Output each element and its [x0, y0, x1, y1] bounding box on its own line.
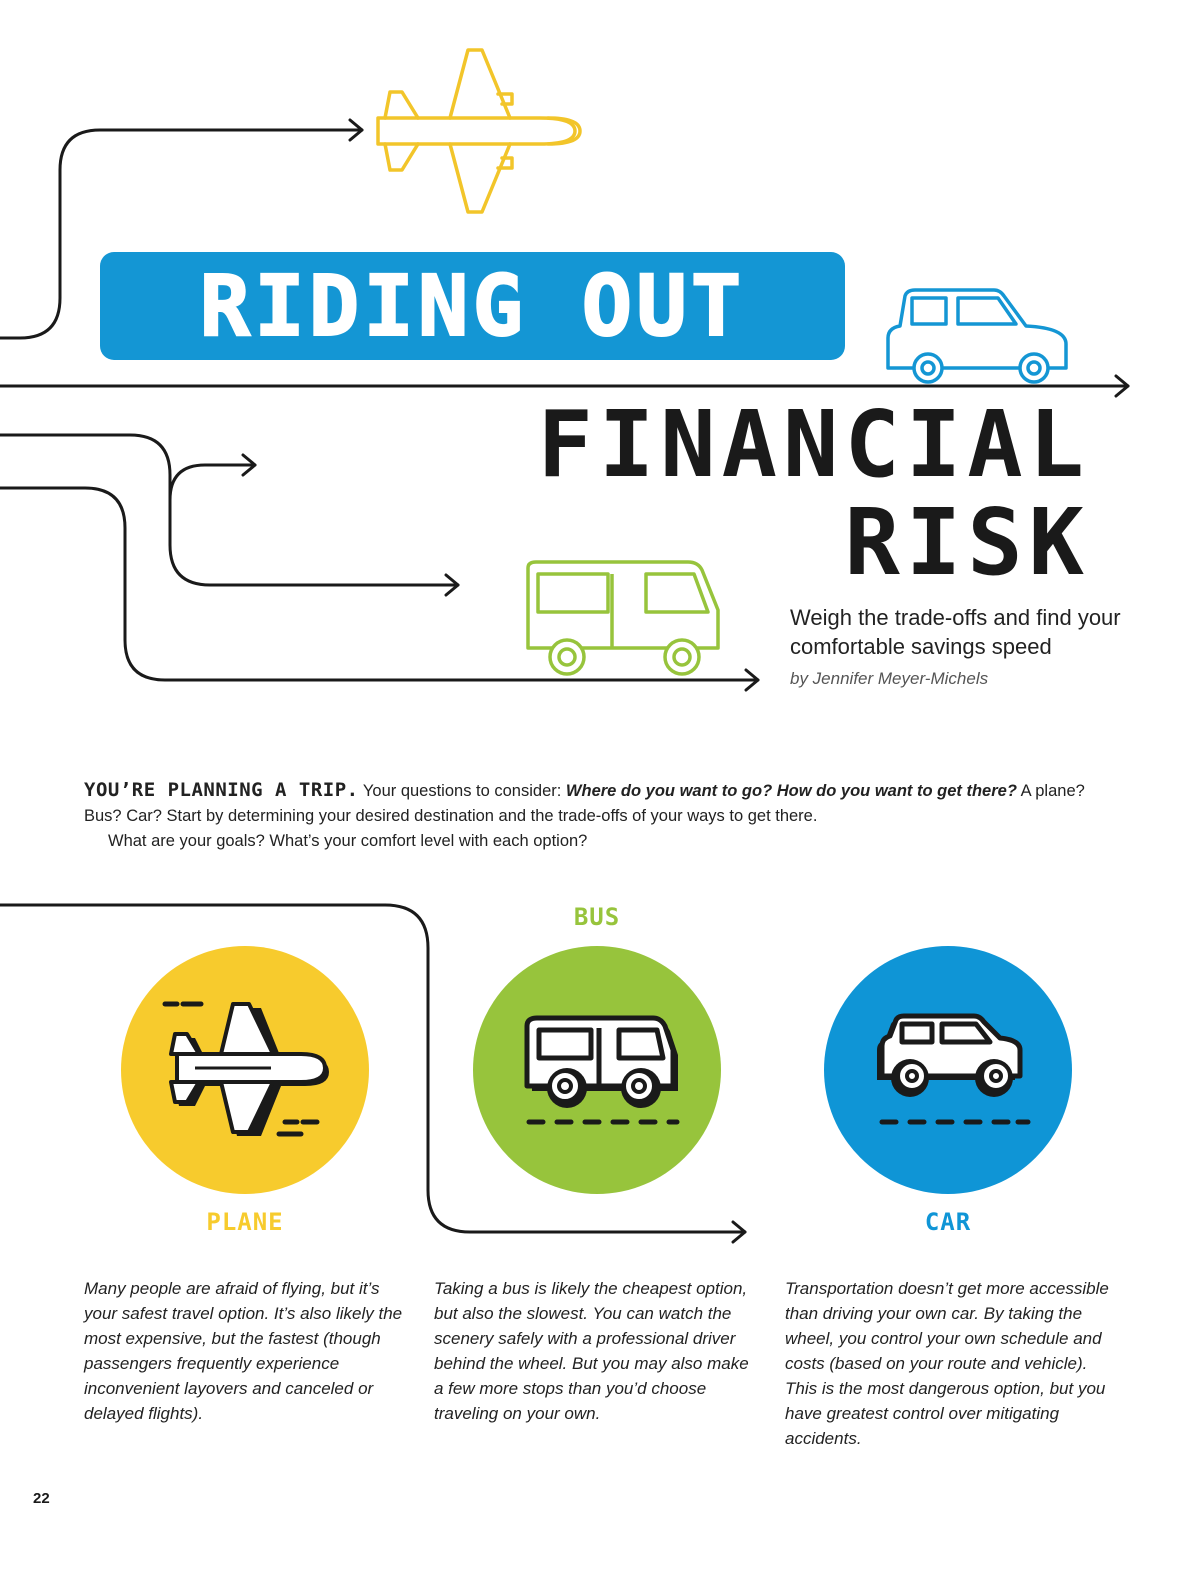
bus-label: BUS [573, 903, 621, 931]
title-line-1: RIDING OUT [199, 257, 746, 355]
intro-paragraph [84, 778, 1124, 854]
plane-outline-icon [378, 50, 580, 212]
intro-lead: YOU’RE PLANNING A TRIP. [84, 779, 359, 801]
page-number: 22 [33, 1490, 50, 1507]
car-icon [824, 946, 1072, 1194]
bus-description: Taking a bus is likely the cheapest option, but also the slowest. You can watch the scenery safely with a professional driver behind the wheel. But you may also make a few more stops than you’d choose traveling on your own. [434, 1279, 749, 1423]
intro-text-3: What are your goals? What’s your comfort level with each option? [108, 832, 588, 850]
plane-description: Many people are afraid of flying, but it’s your safest travel option. It’s also likely the most expensive, but the fastest (though passengers frequently experience inconvenient layovers and canceled or delayed flights). [84, 1279, 403, 1423]
intro-questions: Where do you want to go? How do you want to get there? [565, 782, 1017, 800]
plane-icon [121, 946, 369, 1194]
plane-circle [121, 946, 369, 1194]
title-line-3: RISK [844, 489, 1090, 596]
bus-circle [473, 946, 721, 1194]
intro-text-1: Your questions to consider: [358, 782, 566, 800]
car-description: Transportation doesn’t get more accessible than driving your own car. By taking the wheel, you control your own schedule and costs (based on your route and vehicle). This is the most dangerous option, but you have greatest control over mitigating accidents. [785, 1279, 1109, 1448]
byline: by Jennifer Meyer-Michels [790, 669, 989, 688]
intro-text-2: A plane? Bus? Car? Start by determining your desired destination and the trade-offs of your ways to get there. [84, 782, 1085, 825]
car-label: CAR [924, 1208, 972, 1236]
title-line-2: FINANCIAL [537, 391, 1090, 498]
subtitle: Weigh the trade-offs and find your comfortable savings speed [790, 605, 1121, 659]
car-outline-icon [888, 290, 1066, 382]
plane-label: PLANE [206, 1208, 284, 1236]
bus-icon [473, 946, 721, 1194]
car-circle [824, 946, 1072, 1194]
bus-outline-icon [528, 562, 718, 674]
